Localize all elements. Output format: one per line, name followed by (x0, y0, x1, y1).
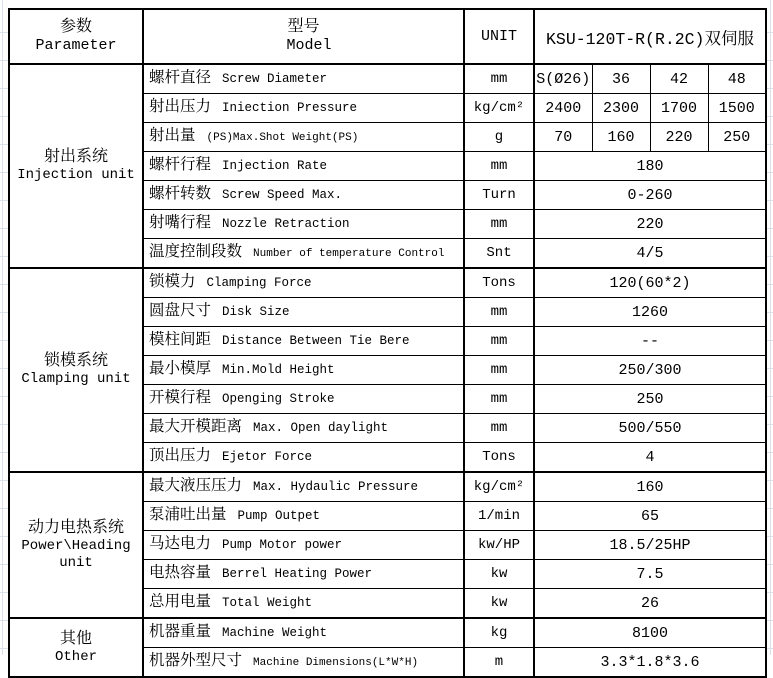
header-unit: UNIT (464, 9, 534, 64)
label-zh: 最大液压压力 (149, 477, 243, 496)
spec-row (9, 618, 766, 648)
spec-unit: Snt (464, 239, 534, 269)
spec-value: 250/300 (534, 356, 766, 385)
spec-unit: Tons (464, 268, 534, 298)
label-zh: 最大开模距离 (149, 418, 243, 437)
label-zh: 泵浦吐出量 (149, 506, 227, 525)
spec-unit: Turn (464, 181, 534, 210)
spec-value: 18.5/25HP (534, 531, 766, 560)
machine-spec-table (8, 8, 767, 678)
spec-label (143, 356, 464, 385)
spec-value: 1700 (650, 94, 708, 123)
label-en: Max. Open daylight (253, 421, 389, 436)
spec-unit: mm (464, 385, 534, 414)
spec-value: 2300 (592, 94, 650, 123)
spec-unit: mm (464, 152, 534, 181)
spec-unit: kg/cm² (464, 472, 534, 502)
spec-value: 180 (534, 152, 766, 181)
spec-unit: mm (464, 327, 534, 356)
spec-unit: mm (464, 414, 534, 443)
spec-label (143, 560, 464, 589)
spec-value: 42 (650, 64, 708, 94)
label-en: Screw Speed Max. (222, 188, 343, 203)
label-en: Openging Stroke (222, 392, 335, 407)
section-en: Other (54, 648, 97, 665)
label-en: Screw Diameter (222, 72, 328, 87)
label-en: Berrel Heating Power (222, 567, 373, 582)
spec-label (143, 589, 464, 619)
label-en: Disk Size (222, 305, 290, 320)
spec-value: 8100 (534, 618, 766, 648)
label-zh: 射出量 (149, 127, 196, 146)
label-en: Injection Rate (222, 159, 328, 174)
spec-unit: kw (464, 560, 534, 589)
label-zh: 最小模厚 (149, 360, 212, 379)
label-en: Total Weight (222, 596, 313, 611)
label-zh: 电热容量 (149, 564, 212, 583)
section-en: Power\Heading unit (21, 537, 131, 571)
spec-label (143, 239, 464, 269)
label-en: Nozzle Retraction (222, 217, 350, 232)
spec-value: -- (534, 327, 766, 356)
spec-label (143, 152, 464, 181)
label-zh: 机器外型尺寸 (149, 652, 243, 671)
spreadsheet-gridline-vertical-left (2, 0, 3, 655)
spec-label (143, 618, 464, 648)
label-en: Clamping Force (206, 276, 312, 291)
spec-label (143, 210, 464, 239)
label-zh: 螺杆行程 (149, 156, 212, 175)
spec-value: 48 (708, 64, 766, 94)
spec-label (143, 64, 464, 94)
spec-label (143, 531, 464, 560)
spec-value: 3.3*1.8*3.6 (534, 648, 766, 678)
label-en: Max. Hydaulic Pressure (253, 480, 419, 495)
header-model-zh: 型号 (287, 18, 320, 37)
spec-row (9, 472, 766, 502)
spec-label (143, 94, 464, 123)
spec-unit: mm (464, 356, 534, 385)
label-zh: 圆盘尺寸 (149, 302, 212, 321)
spec-value: 220 (534, 210, 766, 239)
label-en: Number of temperature Control (253, 248, 445, 261)
section-other (9, 618, 143, 677)
label-en: (PS)Max.Shot Weight(PS) (206, 132, 359, 145)
label-zh: 螺杆转数 (149, 185, 212, 204)
label-zh: 开模行程 (149, 389, 212, 408)
label-en: Machine Dimensions(L*W*H) (253, 657, 419, 670)
spec-value: 1500 (708, 94, 766, 123)
label-zh: 模柱间距 (149, 331, 212, 350)
spec-label (143, 443, 464, 473)
spec-value: 65 (534, 502, 766, 531)
label-zh: 射出压力 (149, 98, 212, 117)
spec-unit: kg (464, 618, 534, 648)
label-en: Pump Outpet (237, 509, 321, 524)
spec-value: 4/5 (534, 239, 766, 269)
spec-label (143, 181, 464, 210)
section-en: Clamping unit (21, 371, 131, 388)
label-en: Distance Between Tie Bere (222, 334, 410, 349)
label-zh: 马达电力 (149, 535, 212, 554)
spec-label (143, 268, 464, 298)
header-model-value: KSU-120T-R(R.2C)双伺服 (534, 9, 766, 64)
section-clamping-unit (9, 268, 143, 472)
header-row (9, 9, 766, 64)
spec-label (143, 298, 464, 327)
label-zh: 射嘴行程 (149, 214, 212, 233)
spec-unit: mm (464, 210, 534, 239)
spec-value: 4 (534, 443, 766, 473)
spec-unit: 1/min (464, 502, 534, 531)
spec-label (143, 123, 464, 152)
header-parameter-en: Parameter (35, 37, 117, 55)
spec-label (143, 648, 464, 678)
spec-value: 70 (534, 123, 592, 152)
label-zh: 总用电量 (149, 593, 212, 612)
label-zh: 温度控制段数 (149, 243, 243, 262)
spec-value: S(Ø26) (534, 64, 592, 94)
spec-unit: Tons (464, 443, 534, 473)
spec-label (143, 472, 464, 502)
section-power-heating-unit (9, 472, 143, 618)
label-zh: 机器重量 (149, 623, 212, 642)
section-zh: 动力电热系统 (27, 518, 124, 537)
spec-unit: mm (464, 64, 534, 94)
section-zh: 其他 (59, 629, 92, 648)
spec-value: 220 (650, 123, 708, 152)
spec-unit: kg/cm² (464, 94, 534, 123)
spec-value: 36 (592, 64, 650, 94)
header-parameter-zh: 参数 (59, 18, 92, 37)
spec-value: 0-260 (534, 181, 766, 210)
spec-row (9, 268, 766, 298)
spec-label (143, 385, 464, 414)
spec-unit: kw/HP (464, 531, 534, 560)
spec-unit: mm (464, 298, 534, 327)
section-injection-unit (9, 64, 143, 268)
label-en: Pump Motor power (222, 538, 343, 553)
section-en: Injection unit (17, 167, 135, 184)
section-zh: 射出系统 (43, 148, 108, 167)
header-model (143, 9, 464, 64)
spec-label (143, 327, 464, 356)
spec-row (9, 64, 766, 94)
label-zh: 螺杆直径 (149, 69, 212, 88)
spec-unit: m (464, 648, 534, 678)
spec-value: 7.5 (534, 560, 766, 589)
spec-value: 250 (708, 123, 766, 152)
label-en: Ejetor Force (222, 450, 313, 465)
header-parameter (9, 9, 143, 64)
spec-value: 26 (534, 589, 766, 619)
label-en: Min.Mold Height (222, 363, 335, 378)
spec-value: 1260 (534, 298, 766, 327)
header-model-en: Model (286, 37, 332, 55)
label-zh: 锁模力 (149, 273, 196, 292)
label-zh: 顶出压力 (149, 447, 212, 466)
spec-value: 500/550 (534, 414, 766, 443)
spec-label (143, 502, 464, 531)
section-zh: 锁模系统 (43, 352, 108, 371)
spec-value: 160 (592, 123, 650, 152)
spec-value: 160 (534, 472, 766, 502)
spec-value: 250 (534, 385, 766, 414)
spreadsheet-gridline-vertical-right (770, 0, 771, 655)
label-en: Machine Weight (222, 626, 328, 641)
spec-value: 2400 (534, 94, 592, 123)
spec-label (143, 414, 464, 443)
spec-unit: g (464, 123, 534, 152)
spec-unit: kw (464, 589, 534, 619)
spec-value: 120(60*2) (534, 268, 766, 298)
label-en: Iniection Pressure (222, 101, 358, 116)
